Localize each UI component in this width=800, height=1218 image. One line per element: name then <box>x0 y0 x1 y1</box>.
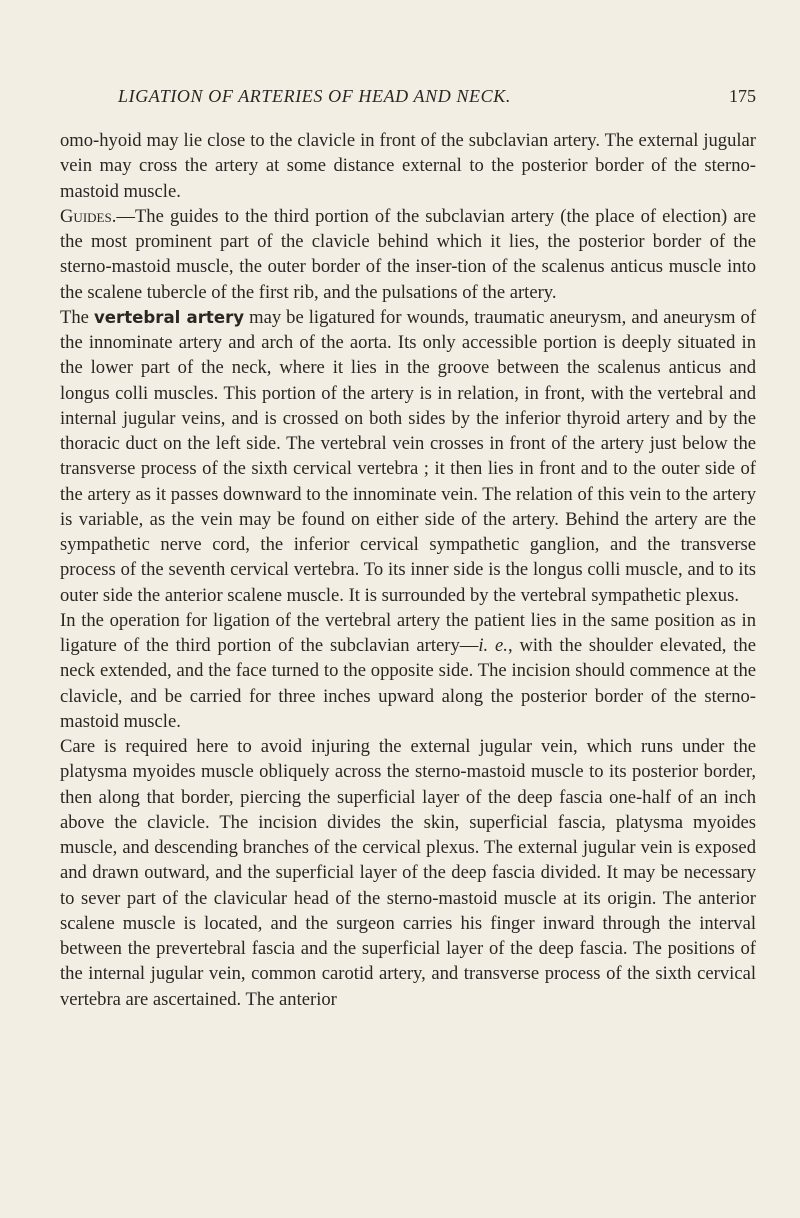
operation-lead: In the operation for ligation of the vertebral artery the patient lies in the same position as in ligature of the third portion of the subclavian artery— <box>60 609 756 656</box>
page-number: 175 <box>729 86 756 106</box>
guides-text: —The guides to the third portion of the subclavian artery (the place of election) are the most prominent part of the clavicle behind which it lies, the posterior border of the sterno-mastoid muscle, the outer border of the inser-tion of the scalenus anticus muscle into the scalene tubercle of the first rib, and the pulsations of the artery. <box>60 205 756 303</box>
operation-text: , with the shoulder elevated, the neck extended, and the face turned to the opposite side. The incision should commence at the clavicle, and be carried for three inches upward along the posterior border of the sterno-mastoid muscle. <box>60 635 756 732</box>
guides-heading: Guides. <box>60 205 117 227</box>
running-head <box>88 86 756 110</box>
vertebral-text: may be ligatured for wounds, traumatic aneurysm, and aneurysm of the innominate artery and arch of the aorta. Its only accessible portion is deeply situated in the lower part of the neck, where it lies in the groove between the scalenus anticus and longus colli muscles. This portion of the artery is in relation, in front, with the vertebral and internal jugular veins, and is crossed on both sides by the inferior thyroid artery and by the thoracic duct on the left side. The vertebral vein crosses in front of the artery just below the transverse process of the sixth cervical vertebra ; it then lies in front and to the outer side of the artery as it passes downward to the innominate vein. The relation of this vein to the artery is variable, as the vein may be found on either side of the artery. Behind the artery are the sympathetic nerve cord, the inferior cervical sympathetic ganglion, and the transverse process of the seventh cervical vertebra. To its inner side is the longus colli muscle, and to its outer side the anterior scalene muscle. It is surrounded by the vertebral sympathetic plexus. <box>60 306 757 606</box>
paragraph-care <box>60 734 756 1012</box>
body-text <box>60 128 756 1012</box>
paragraph-operation <box>60 608 756 734</box>
paragraph-1 <box>60 128 756 204</box>
paragraph-vertebral-artery <box>60 305 756 608</box>
paragraph-guides <box>60 204 756 305</box>
paragraph-1-text: omo-hyoid may lie close to the clavicle in front of the subclavian artery. The external jugular vein may cross the artery at some distance external to the posterior border of the sterno-mastoid muscle. <box>60 130 756 202</box>
vertebral-lead: The <box>60 306 94 328</box>
running-title: LIGATION OF ARTERIES OF HEAD AND NECK. <box>118 86 511 106</box>
operation-ie: i. e. <box>478 635 508 656</box>
care-text: Care is required here to avoid injuring the external jugular vein, which runs under the platysma myoides muscle obliquely across the sterno-mastoid muscle to its posterior border, then along that border, piercing the superficial layer of the deep fascia one-half of an inch above the clavicle. The incision divides the skin, superficial fascia, platysma myoides muscle, and descending branches of the cervical plexus. The external jugular vein is exposed and drawn outward, and the superficial layer of the deep fascia divided. It may be necessary to sever part of the clavicular head of the sterno-mastoid muscle at its origin. The anterior scalene muscle is located, and the surgeon carries his finger inward through the interval between the prevertebral fascia and the superficial layer of the deep fascia. The positions of the internal jugular vein, common carotid artery, and transverse process of the sixth cervical vertebra are ascertained. The anterior <box>60 736 756 1010</box>
vertebral-artery-term: vertebral artery <box>93 307 245 327</box>
